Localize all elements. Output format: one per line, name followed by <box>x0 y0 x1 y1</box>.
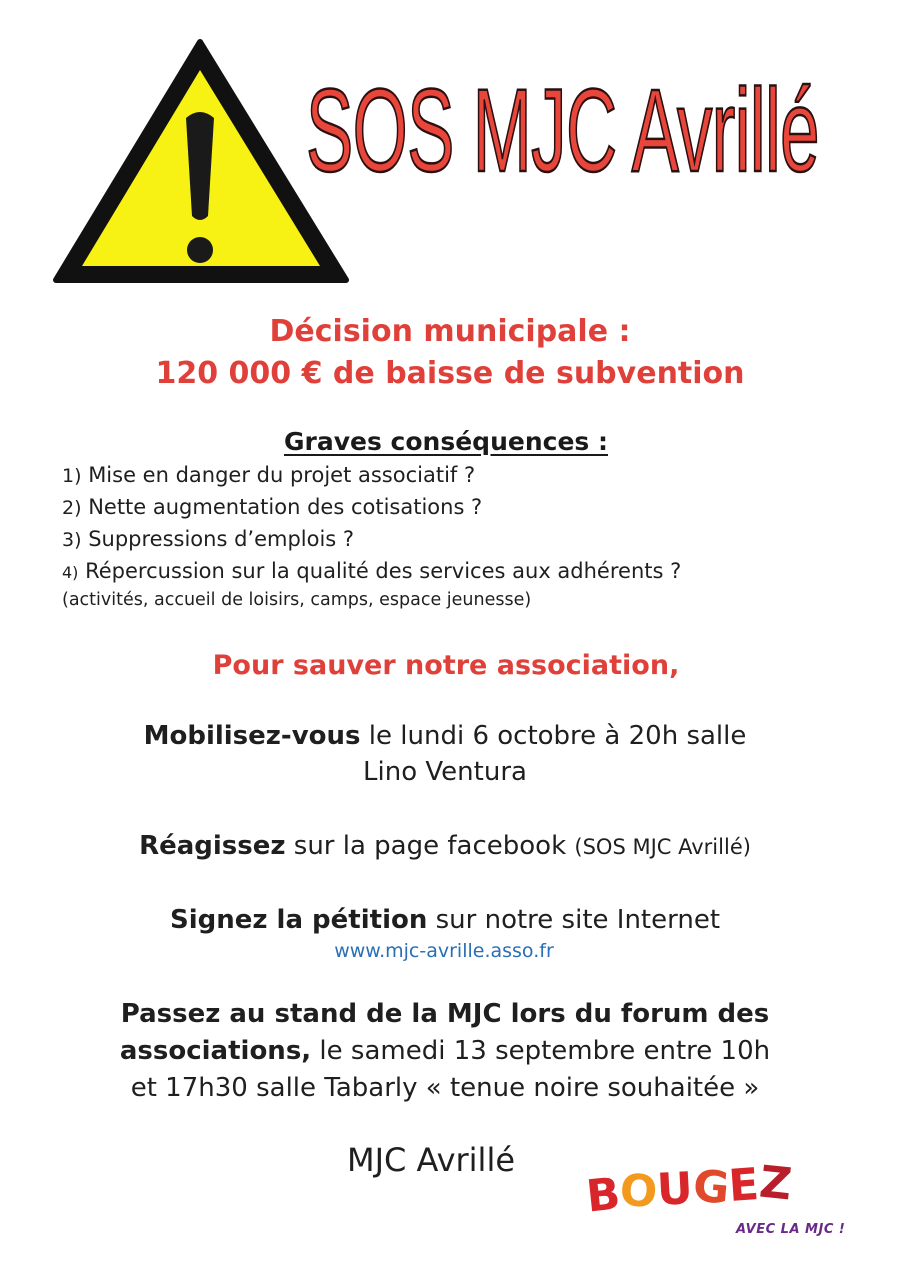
decision-heading: Décision municipale : <box>269 314 631 349</box>
bougez-logo <box>584 1156 856 1260</box>
signature: MJC Avrillé <box>346 1141 516 1179</box>
consequences-note: (activités, accueil de loisirs, camps, espace jeunesse) <box>62 590 532 610</box>
facebook-page-name: (SOS MJC Avrillé) <box>574 835 751 859</box>
list-item: 3) Suppressions d’emplois ? <box>62 527 355 551</box>
website-link[interactable]: www.mjc-avrille.asso.fr <box>334 940 554 962</box>
save-association-heading: Pour sauver notre association, <box>212 650 680 681</box>
list-item: 4) Répercussion sur la qualité des services aux adhérents ? <box>62 559 682 583</box>
consequences-title: Graves conséquences : <box>284 427 608 456</box>
signez-paragraph: Signez la pétition sur notre site Internet <box>169 905 721 935</box>
reagissez-paragraph: Réagissez sur la page facebook (SOS MJC Avrillé) <box>139 831 751 861</box>
mobilisez-bold: Mobilisez-vous <box>143 721 361 751</box>
page-title: SOS MJC Avrillé <box>306 65 819 197</box>
mobilisez-paragraph: Mobilisez-vous le lundi 6 octobre à 20h salle Lino Ventura <box>143 721 747 787</box>
logo-word: BOUGEZ <box>584 1156 795 1223</box>
list-item: 1) Mise en danger du projet associatif ? <box>62 463 476 487</box>
logo-tagline: AVEC LA MJC ! <box>736 1222 846 1237</box>
venue-line: Lino Ventura <box>363 757 527 787</box>
consequences-list <box>62 460 862 612</box>
subsidy-cut-heading: 120 000 € de baisse de subvention <box>155 356 745 391</box>
reagissez-bold: Réagissez <box>139 831 286 861</box>
passez-paragraph: Passez au stand de la MJC lors du forum des associations, le samedi 13 septembre entre 10h et 17h30 salle Tabarly « tenue noire souhaitée » <box>119 999 771 1103</box>
list-item: 2) Nette augmentation des cotisations ? <box>62 495 483 519</box>
signez-bold: Signez la pétition <box>169 905 428 935</box>
